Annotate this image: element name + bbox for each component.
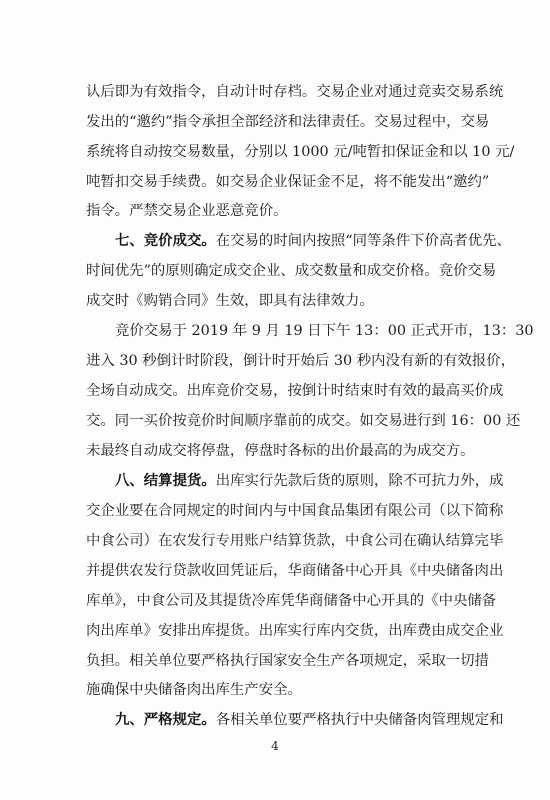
paragraph-line bbox=[86, 562, 504, 580]
paragraph-line bbox=[86, 202, 466, 220]
section-heading: 七、竞价成交。 bbox=[115, 232, 216, 249]
line-text: 未最终自动成交将停盘，停盘时各标的出价最高的为成交方。 bbox=[86, 443, 475, 459]
paragraph-line bbox=[86, 622, 504, 640]
page-number: 4 bbox=[271, 739, 279, 753]
paragraph-line bbox=[86, 592, 497, 610]
line-text: 竞价交易于 2019 年 9 月 19 日下午 13：00 正式开市，13：30 bbox=[115, 323, 534, 339]
line-text: 各相关单位要严格执行中央储备肉管理规定和 bbox=[215, 712, 504, 728]
line-text: 成交时《购销合同》生效，即具有法律效力。 bbox=[86, 293, 374, 309]
paragraph-line bbox=[86, 113, 490, 131]
paragraph-line bbox=[86, 442, 475, 460]
section-heading: 八、结算提货。 bbox=[115, 472, 216, 489]
paragraph-line bbox=[86, 532, 504, 550]
line-text: 中食公司）在农发行专用账户结算货款，中食公司在确认结算完毕 bbox=[86, 533, 504, 549]
line-text: 全场自动成交。出库竞价交易，按倒计时结束时有效的最高买价成 bbox=[86, 383, 504, 399]
paragraph-line bbox=[86, 292, 466, 310]
line-text: 交企业要在合同规定的时间内与中国食品集团有限公司（以下简称 bbox=[86, 503, 504, 519]
line-text: 系统将自动按交易数量，分别以 1000 元/吨暂扣保证金和以 10 元/ bbox=[86, 144, 515, 160]
paragraph-line bbox=[86, 143, 515, 161]
paragraph-line bbox=[86, 382, 504, 400]
section-heading-line bbox=[86, 232, 511, 250]
line-text: 交。同一买价按竞价时间顺序靠前的成交。如交易进行到 16：00 还 bbox=[86, 413, 521, 429]
line-text: 指令。严禁交易企业恶意竞价。 bbox=[86, 203, 288, 219]
line-text: 出库实行先款后货的原则，除不可抗力外，成 bbox=[215, 473, 504, 489]
paragraph-line bbox=[86, 173, 490, 191]
line-text: 吨暂扣交易手续费。如交易企业保证金不足，将不能发出“邀约” bbox=[86, 174, 490, 190]
paragraph-line bbox=[86, 352, 516, 370]
paragraph-line bbox=[86, 262, 497, 280]
line-text: 在交易的时间内按照“同等条件下价高者优先、 bbox=[215, 233, 511, 249]
line-text: 时间优先”的原则确定成交企业、成交数量和成交价格。竞价交易 bbox=[86, 263, 497, 279]
line-text: 认后即为有效指令，自动计时存档。交易企业对通过竞卖交易系统 bbox=[86, 84, 504, 100]
line-text: 并提供农发行贷款收回凭证后，华商储备中心开具《中央储备肉出 bbox=[86, 563, 504, 579]
paragraph-line bbox=[86, 412, 521, 430]
section-heading: 九、严格规定。 bbox=[115, 711, 216, 728]
line-text: 肉出库单》安排出库提货。出库实行库内交货，出库费由成交企业 bbox=[86, 623, 504, 639]
line-text: 施确保中央储备肉出库生产安全。 bbox=[86, 682, 302, 698]
paragraph-line bbox=[86, 83, 504, 101]
line-text: 负担。相关单位要严格执行国家安全生产各项规定，采取一切措 bbox=[86, 653, 489, 669]
section-heading-line bbox=[86, 472, 504, 490]
paragraph-line bbox=[86, 681, 466, 699]
line-text: 发出的“邀约”指令承担全部经济和法律责任。交易过程中，交易 bbox=[86, 114, 490, 130]
paragraph-line bbox=[86, 322, 534, 340]
paragraph-line bbox=[86, 652, 489, 670]
paragraph-line bbox=[86, 502, 504, 520]
line-text: 库单》，中食公司及其提货冷库凭华商储备中心开具的《中央储备 bbox=[86, 593, 497, 609]
line-text: 进入 30 秒倒计时阶段，倒计时开始后 30 秒内没有新的有效报价， bbox=[86, 353, 516, 369]
section-heading-line bbox=[86, 711, 504, 729]
